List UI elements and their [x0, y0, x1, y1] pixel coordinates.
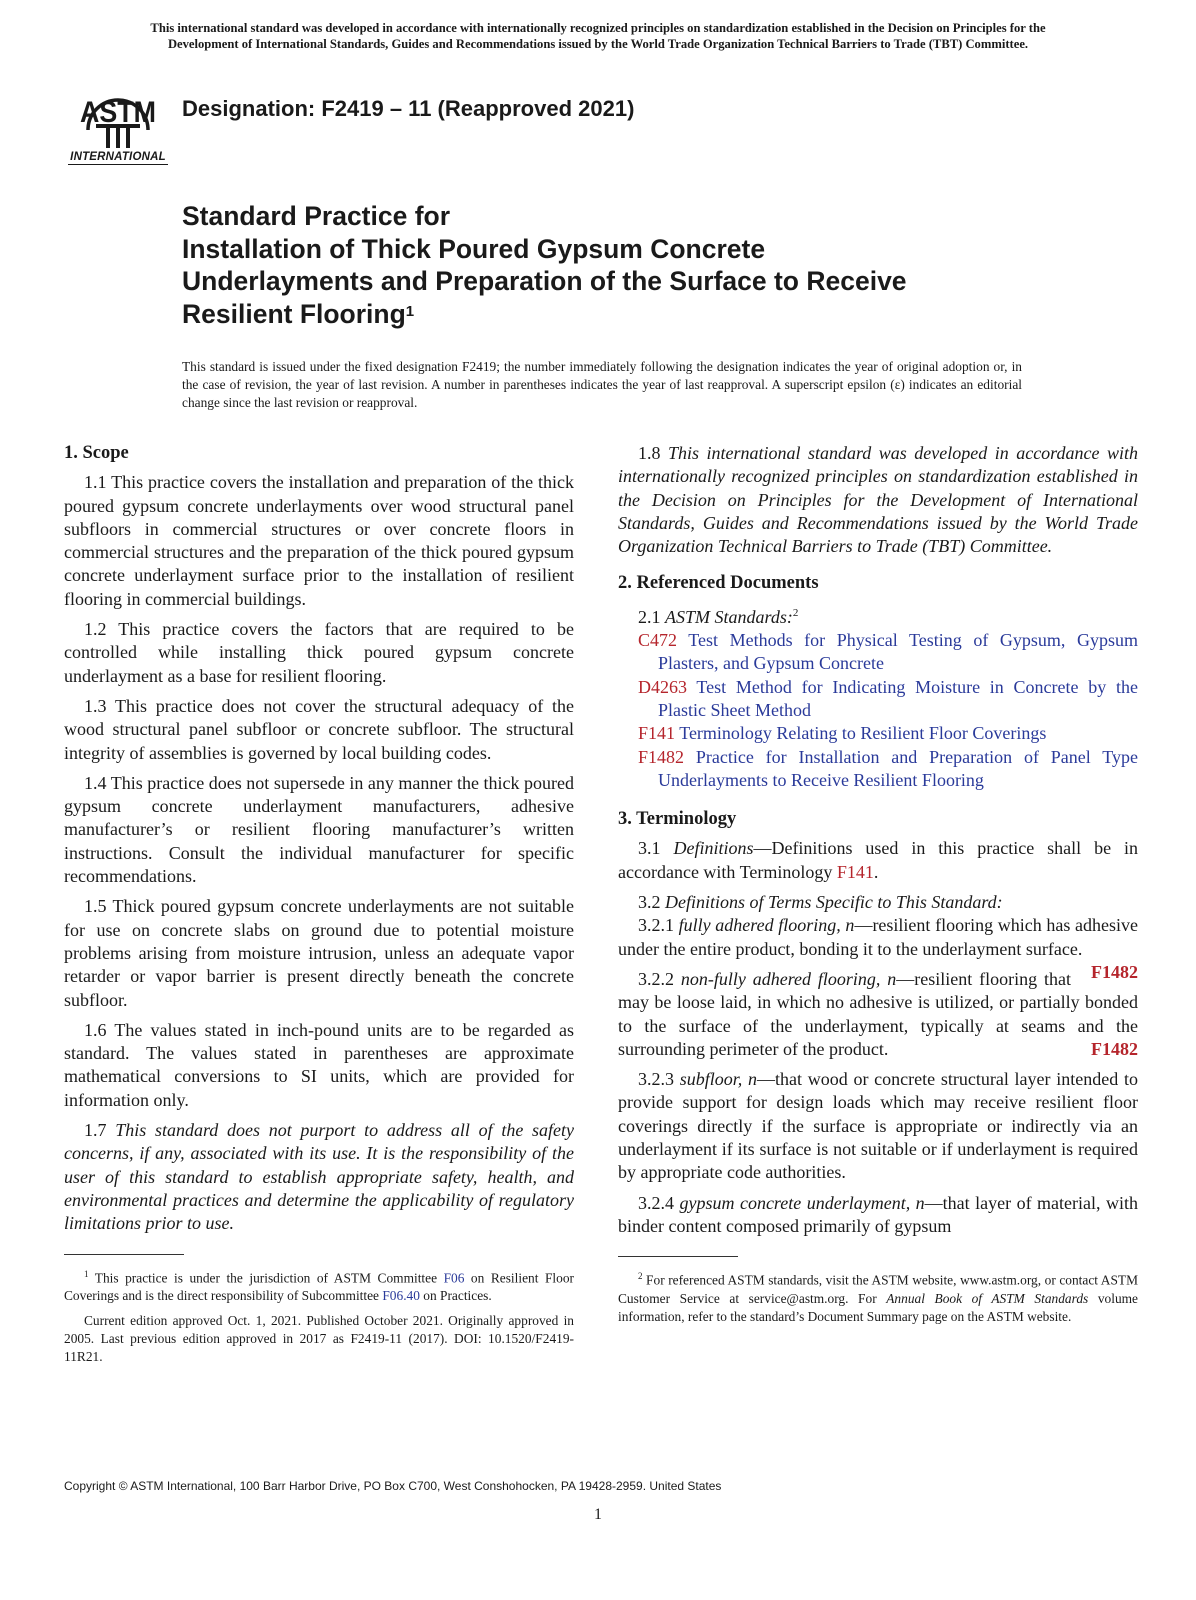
footnote-1-mark: 1 [84, 1268, 89, 1279]
reference-title[interactable]: Test Methods for Physical Testing of Gypsum, Gypsum Plasters, and Gypsum Concrete [658, 630, 1138, 674]
reference-title[interactable]: Terminology Relating to Resilient Floor Coverings [679, 723, 1047, 744]
reference-d4263[interactable] [638, 676, 1138, 723]
referenced-documents-heading: 2. Referenced Documents [618, 573, 819, 594]
term-3-2-1-text: —resilient flooring which has adhesive under the entire product, bonding it to the underlayment surface. [618, 915, 1138, 959]
reference-code[interactable]: C472 [638, 630, 678, 651]
title-line-4-text: Resilient Flooring [182, 298, 406, 329]
link-f06[interactable]: F06 [443, 1269, 465, 1285]
reference-code[interactable]: F1482 [638, 746, 685, 767]
paragraph-1-6: 1.6 The values stated in inch-pound units are to be regarded as standard. The values stated in parentheses are approximate mathematical conversions to SI units, which are provided for information only. [64, 1019, 574, 1110]
title-line-3: Underlayments and Preparation of the Surface to Receive [182, 266, 907, 296]
term-3-2-4-term: gypsum concrete underlayment, n [679, 1192, 925, 1213]
term-3-2-3 [618, 1068, 1138, 1184]
term-3-2-3-text: —that wood or concrete structural layer intended to provide support for design loads which may receive resilient floor coverings directly if the surface is appropriate or indirectly via an underlayment if its surface is not suitable or if underlayment is required by appropriate code authorities. [618, 1069, 1138, 1183]
term-3-2-4 [618, 1192, 1138, 1239]
scope-heading: 1. Scope [64, 443, 129, 463]
reference-title[interactable]: Practice for Installation and Preparation of Panel Type Underlayments to Receive Resilient Flooring [658, 746, 1139, 790]
footnote-1-text-c: on Practices. [419, 1287, 492, 1303]
term-3-2-3-term: subfloor, n [679, 1069, 757, 1090]
paragraph-1-2: 1.2 This practice covers the factors that are required to be controlled while installing thick poured gypsum concrete underlayment as a base for resilient flooring. [64, 619, 574, 686]
astm-logo-mark-icon [66, 72, 170, 152]
paragraph-1-7-text: This standard does not purport to address all of the safety concerns, if any, associated with its use. It is the responsibility of the user of this standard to establish appropriate safety, health, and environmental practices and determine the applicability of regulatory limitations prior to use. [64, 1120, 575, 1234]
term-3-2-4-number: 3.2.4 [638, 1192, 674, 1213]
term-3-2-4-text: —that layer of material, with binder content composed primarily of gypsum [618, 1192, 1138, 1236]
paragraph-1-7-number: 1.7 [84, 1120, 107, 1141]
referenced-documents-list [618, 602, 1138, 792]
footnote-divider [618, 1256, 738, 1257]
logo-international: INTERNATIONAL [66, 151, 170, 163]
footnote-2-italic: Annual Book of ASTM Standards [886, 1290, 1089, 1306]
copyright-footer: Copyright © ASTM International, 100 Barr Harbor Drive, PO Box C700, West Conshohocken, PA 19428-2959. United States [64, 1479, 722, 1493]
reference-f141[interactable] [638, 722, 1138, 745]
paragraph-1-4: 1.4 This practice does not supersede in any manner the thick poured gypsum concrete underlayment manufacturers, adhesive manufacturer’s or resilient flooring manufacturer’s written instructions. Consult the individual manufacturer for specific recommendations. [64, 772, 574, 887]
footnote-2-mark: 2 [638, 1271, 643, 1282]
title-line-2: Installation of Thick Poured Gypsum Concrete [182, 233, 766, 264]
title-footnote-mark[interactable]: 1 [405, 302, 415, 320]
term-3-2-2-text: —resilient flooring that may be loose laid, in which no adhesive is utilized, or partially bonded to the surface of the underlayment, typically at seams and the surrounding perimeter of the product. [618, 968, 1138, 1059]
title-line-4 [182, 298, 1082, 331]
term-3-2-2-number: 3.2.2 [638, 968, 674, 989]
document-title [182, 200, 1082, 330]
reference-c472[interactable] [638, 629, 1138, 676]
reference-code[interactable]: F141 [638, 723, 676, 744]
source-badge-f1482[interactable]: F1482 [1091, 1038, 1138, 1059]
source-badge-f1482[interactable]: F1482 [1091, 961, 1138, 982]
left-column [64, 442, 574, 1373]
paragraph-1-3: 1.3 This practice does not cover the structural adequacy of the wood structural panel subfloor or concrete subfloor. The structural integrity of assemblies is governed by local building codes. [64, 695, 574, 763]
paragraph-1-5: 1.5 Thick poured gypsum concrete underlayments are not suitable for use on concrete slabs on ground due to potential moisture problems arising from moisture intrusion, unless an adequate vapor retarder or vapor barrier is present directly beneath the concrete subfloor. [64, 896, 574, 1010]
astm-standards-number: 2.1 [638, 606, 661, 627]
logo-text: ASTM [80, 96, 156, 129]
paragraph-1-1: 1.1 This practice covers the installation and preparation of the thick poured gypsum concrete underlayments over wood structural panel subfloors in commercial structures or over concrete floors in commercial structures and the preparation of the thick poured gypsum concrete underlayment surface prior to the installation of resilient flooring in commercial buildings. [64, 472, 574, 609]
reference-f1482[interactable] [638, 746, 1138, 793]
definition-3-1-text: —Definitions used in this practice shall be in accordance with Terminology [618, 838, 1139, 882]
astm-standards-footnote-mark[interactable]: 2 [792, 606, 799, 619]
definition-3-2-label: Definitions of Terms Specific to This Standard: [665, 892, 1003, 913]
top-compliance-note [60, 20, 1136, 52]
astm-logo [66, 72, 170, 170]
definition-3-1-number: 3.1 [638, 838, 661, 859]
reference-code[interactable]: D4263 [638, 676, 687, 697]
footnote-divider [64, 1254, 184, 1255]
definition-3-2-number: 3.2 [638, 892, 661, 913]
paragraph-1-8-text: This international standard was developed in accordance with internationally recognized principles on standardization established in the Decision on Principles for the Development of International Standards, Guides and Recommendations issued by the World Trade Organization Technical Barriers to Trade (TBT) Committee. [618, 443, 1138, 557]
term-3-2-2 [618, 968, 1138, 1061]
footnote-1-edition: Current edition approved Oct. 1, 2021. Published October 2021. Originally approved in 2005. Last previous edition approved in 2017 as F2419-11 (2017). DOI: 10.1520/F2419-11R21. [64, 1312, 574, 1364]
title-line-1: Standard Practice for [182, 201, 451, 231]
link-f06-40[interactable]: F06.40 [382, 1287, 420, 1303]
footnote-2 [618, 1267, 1138, 1325]
astm-standards-label: ASTM Standards: [665, 606, 793, 627]
footnote-1-text-a: This practice is under the jurisdiction of ASTM Committee [94, 1269, 444, 1285]
paragraph-1-8 [618, 442, 1138, 558]
designation: Designation: F2419 – 11 (Reapproved 2021) [182, 96, 635, 121]
definition-3-1-label: Definitions [673, 838, 754, 859]
definition-3-2 [618, 891, 1138, 914]
link-f141[interactable]: F141 [836, 861, 874, 882]
definition-3-1-end: . [873, 861, 879, 882]
paragraph-1-8-number: 1.8 [638, 443, 661, 463]
footnote-1-text-b: on Resilient Floor Coverings and is the direct responsibility of Subcommittee [64, 1269, 574, 1303]
astm-standards-subheading [618, 602, 1138, 629]
top-note-line-2: Development of International Standards, Guides and Recommendations issued by the World Trade Organization Technical Barriers to Trade (TBT) Committee. [167, 37, 1029, 51]
issued-note: This standard is issued under the fixed designation F2419; the number immediately following the designation indicates the year of original adoption or, in the case of revision, the year of last revision. A number in parentheses indicates the year of last reapproval. A superscript epsilon (ε) indicates an editorial change since the last revision or reapproval. [182, 359, 1022, 410]
footnote-1 [64, 1265, 574, 1305]
right-column [618, 442, 1138, 1333]
definition-3-1 [618, 837, 1138, 884]
term-3-2-1-term: fully adhered flooring, n [678, 915, 855, 936]
term-3-2-3-number: 3.2.3 [638, 1069, 674, 1090]
terminology-heading: 3. Terminology [618, 809, 737, 830]
footnote-2-text-b: volume information, refer to the standard’s Document Summary page on the ASTM website. [618, 1290, 1138, 1324]
term-3-2-2-term: non-fully adhered flooring, n [680, 968, 897, 989]
footnote-2-text-a: For referenced ASTM standards, visit the ASTM website, www.astm.org, or contact ASTM Customer Service at service@astm.org. For [618, 1272, 1138, 1306]
reference-title[interactable]: Test Method for Indicating Moisture in Concrete by the Plastic Sheet Method [658, 676, 1138, 720]
top-note-line-1: This international standard was developed in accordance with internationally recognized principles on standardization established in the Decision on Principles for the [150, 21, 1046, 35]
page-number: 1 [594, 1506, 602, 1523]
paragraph-1-7 [64, 1119, 574, 1235]
term-3-2-1-number: 3.2.1 [638, 915, 674, 936]
